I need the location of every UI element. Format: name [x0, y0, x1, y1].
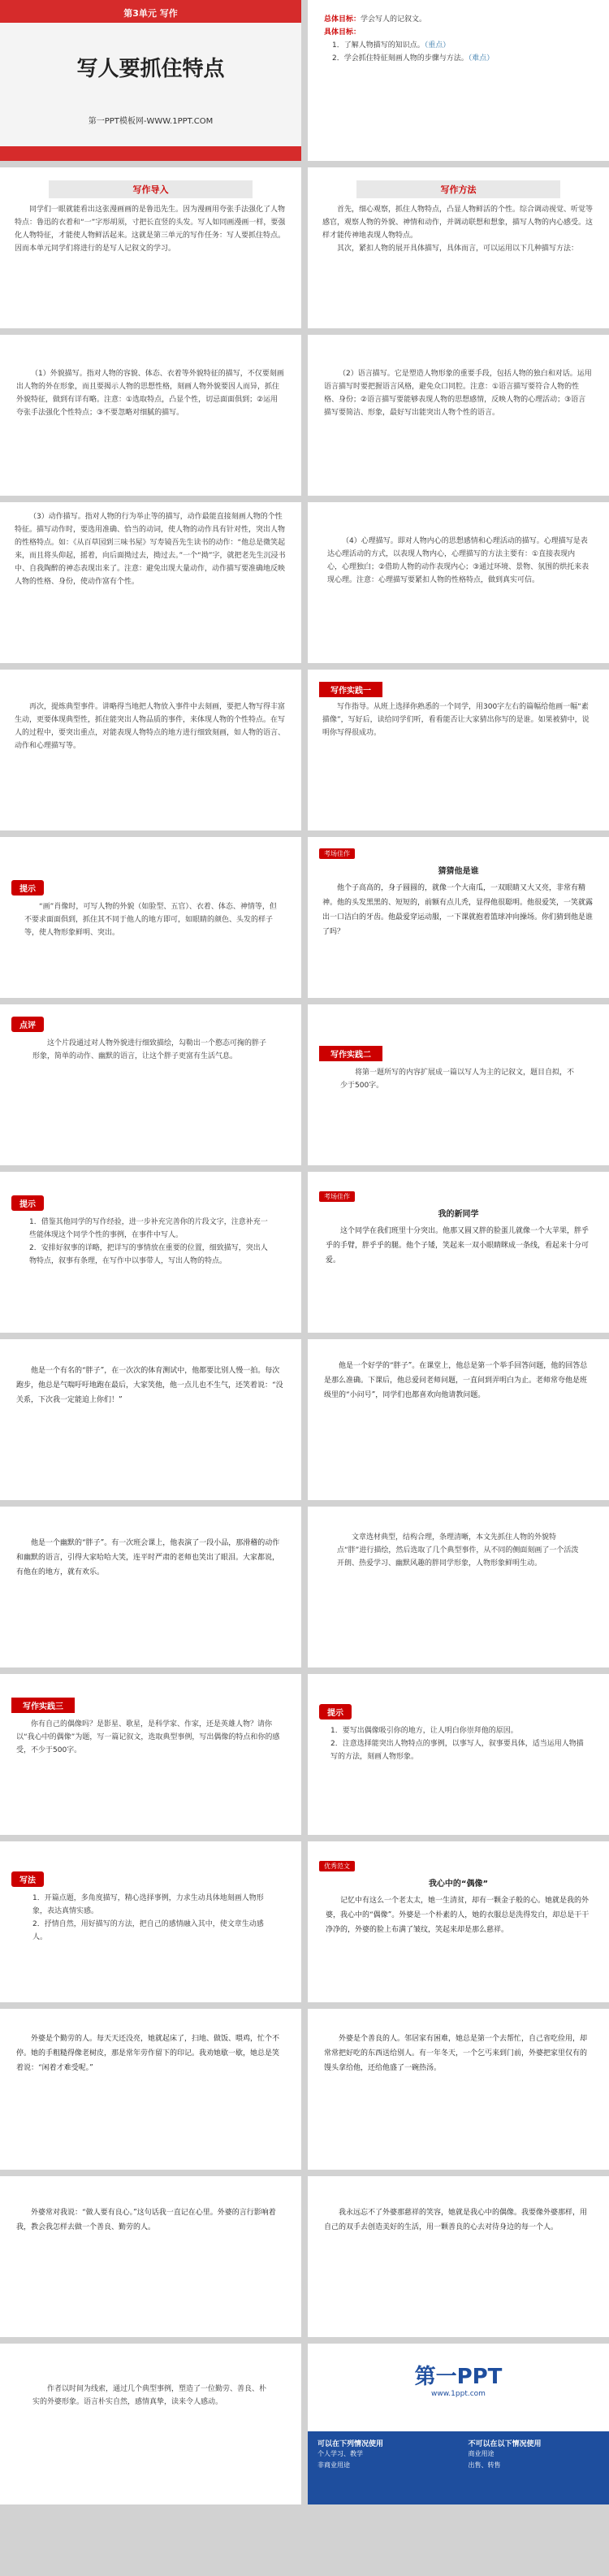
slide-example-1: 考场佳作 猜猜他是谁 他个子高高的，身子圆圆的，就像一个大南瓜，一双眼睛又大又亮，非常有精神。他的头发黑黑的、短短的，前额有点儿秃，显得他很聪明。他很爱笑，一笑就露出一口洁白的牙齿。他最爱穿运动服，一下课就抱着篮球冲向操场。你们猜到他是谁了吗？	[308, 837, 609, 998]
tip-tag: 提示	[319, 1704, 352, 1720]
essay-title: 我的新同学	[438, 1210, 479, 1219]
slide-essay-1: 他是一个有名的“胖子”，在一次次的体育测试中，他都要比别人慢一拍。每次跑步，他总是气喘吁吁地跑在最后，大家笑他，他一点儿也不生气，还笑着说：“没关系，下次我一定能追上你们！”	[0, 1339, 301, 1500]
slide-essay-4: 外婆是个勤劳的人。每天天还没亮，她就起床了，扫地、做饭、喂鸡，忙个不停。她的手粗糙得像老树皮，那是常年劳作留下的印记。我劝她歇一歇，她总是笑着说：“闲着才难受呢。”	[0, 2009, 301, 2170]
badge: 考场佳作	[319, 848, 355, 859]
slide-essay-7: 我永远忘不了外婆那慈祥的笑容，她就是我心中的偶像。我要像外婆那样，用自己的双手去创造美好的生活，用一颗善良的心去对待身边的每一个人。	[308, 2176, 609, 2337]
page-title: 写人要抓住特点	[76, 57, 225, 81]
logo: 第一PPT	[414, 2365, 503, 2389]
slide-action: （3）动作描写。指对人物的行为举止等的描写，动作最能直接刻画人物的个性特征。描写动作时，要选用准确、恰当的动词，使人物的动作具有针对性，突出人物的性格特点。如：《从百草园到三味书屋》写寿镜吾先生读书的动作：“他总是微笑起来，而且将头仰起，摇着，向后面拗过去，拗过去。”一个“拗”字，就把老先生沉浸书中、自我陶醉的神态表现出来了。注意：避免出现大量动作，动作描写要准确地反映人物的性格、身份，使动作富有个性。	[0, 502, 301, 663]
slide-comment-1: 点评 这个片段通过对人物外貌进行细致描绘，勾勒出一个憨态可掬的胖子形象，简单的动作、幽默的语言，让这个胖子更富有生活气息。	[0, 1004, 301, 1165]
tip-tag: 提示	[11, 1195, 44, 1211]
slide-writing-method: 写法 1．开篇点题，多角度描写，精心选择事例，力求生动具体地刻画人物形象，表达真情实感。 2．抒情自然，用好描写的方法，把自己的感情融入其中，使文章生动感人。	[0, 1841, 301, 2002]
slide-essay-2: 他是一个好学的“胖子”。在课堂上，他总是第一个举手回答问题，他的回答总是那么准确。下课后，他总爱问老师问题，一直问到弄明白为止。老师常夸他是班级里的“小问号”，同学们也都喜欢向他请教问题。	[308, 1339, 609, 1500]
slide-practice-1: 写作实践一 写作指导。从班上选择你熟悉的一个同学，用300字左右的篇幅给他画一幅“素描像”，写好后，读给同学们听，看看能否让大家猜出你写的是谁。如果被猜中，说明你写得很成功。	[308, 670, 609, 830]
slide-example-2: 考场佳作 我的新同学 这个同学在我们班里十分突出。他那又圆又胖的脸蛋儿就像一个大苹果，胖乎乎的手臂，胖乎乎的腿。他个子矮，笑起来一双小眼睛眯成一条线，看起来十分可爱。	[308, 1172, 609, 1333]
section-header: 写作方法	[356, 180, 560, 198]
slide-essay-6: 外婆常对我说：“做人要有良心。”这句话我一直记在心里。外婆的言行影响着我，教会我怎样去做一个善良、勤劳的人。	[0, 2176, 301, 2337]
tip-tag: 提示	[11, 880, 44, 896]
essay-title: 猜猜他是谁	[438, 867, 479, 876]
badge: 考场佳作	[319, 1191, 355, 1202]
slide-method: 写作方法 首先，细心观察，抓住人物特点，凸显人物鲜活的个性。综合调动视觉、听觉等感官，观察人物的外貌、神情和动作，并调动联想和想象，描写人物的内心感受。这样才能传神地表现人物特点。 其次，紧扣人物的展开具体描写，具体而言，可以运用以下几种描写方法：	[308, 167, 609, 328]
license-panel: 可以在下列情况使用 个人学习、教学 非商业用途 不可以在以下情况使用 商业用途 出售、转售	[308, 2431, 609, 2504]
bottom-strip	[0, 146, 301, 161]
slide-events: 再次，提炼典型事件。讲略得当地把人物放入事件中去刻画，要把人物写得丰富生动，更要体现典型性，抓住能突出人物品质的事件，来体现人物的个性特点。在写人的过程中，要突出重点，对能表现人物特点的地方进行细致刻画，如人物的语言、动作和心理描写等。	[0, 670, 301, 830]
slide-psychology: （4）心理描写。即对人物内心的思想感情和心理活动的描写。心理描写是表达心理活动的方式，以表现人物内心，心理描写的方法主要有：①直接表现内心，心理独白；②借助人物的动作表现内心；③通过环境、景物、氛围的烘托来表现心理。注意：心理描写要紧扣人物的性格特点，做到真实可信。	[308, 502, 609, 663]
slide-tip-3: 提示 1．要写出偶像吸引你的地方，让人明白你崇拜他的原因。 2．注意选择能突出人物特点的事例，以事写人，叙事要具体，适当运用人物描写的方法，刻画人物形象。	[308, 1674, 609, 1835]
slide-tip-2: 提示 1．借鉴其他同学的写作经验，进一步补充完善你的片段文字，注意补充一些能体现这个同学个性的事例，在事件中写人。 2．安排好叙事的详略，把详写的事情放在重要的位置，细致描写，突出人物特点，叙事有条理，在写作中以事带人，写出人物的特点。	[0, 1172, 301, 1333]
slide-practice-3: 写作实践三 你有自己的偶像吗？是影星、歌星，是科学家、作家，还是英雄人物？请你以“我心中的偶像”为题，写一篇记叙文，选取典型事例，写出偶像的特点和你的感受，不少于500字。	[0, 1674, 301, 1835]
slide-comment-3: 作者以时间为线索，通过几个典型事例，塑造了一位勤劳、善良、朴实的外婆形象。语言朴实自然，感情真挚，读来令人感动。	[0, 2344, 301, 2504]
slide-essay-5: 外婆是个善良的人。邻居家有困难，她总是第一个去帮忙，自己省吃俭用，却常常把好吃的东西送给别人。有一年冬天，一个乞丐来到门前，外婆把家里仅有的馒头拿给他，还给他盛了一碗热汤。	[308, 2009, 609, 2170]
slide-example-3: 优秀范文 我心中的“偶像” 记忆中有这么一个老太太，她一生清贫，却有一颗金子般的心。她就是我的外婆，我心中的“偶像”。外婆是一个朴素的人，她的衣服总是洗得发白，却总是干干净净的，外婆的脸上布满了皱纹，笑起来却是那么慈祥。	[308, 1841, 609, 2002]
essay-title: 我心中的“偶像”	[428, 1880, 489, 1889]
method-tag: 写法	[11, 1871, 44, 1887]
slide-language: （2）语言描写。它是塑造人物形象的重要手段，包括人物的独白和对话。运用语言描写时要把握语言风格，避免众口同腔。注意：①语言描写要符合人物的性格、身份；②语言描写要能够表现人物的思想感情，反映人物的心理活动；③语言描写要简洁、形象，最好写出能突出人物个性的语言。	[308, 335, 609, 496]
practice-tag: 写作实践三	[11, 1698, 75, 1713]
slide-practice-2: 写作实践二 将第一题所写的内容扩展成一篇以写人为主的记叙文，题目自拟，不少于500字。	[308, 1004, 609, 1165]
practice-tag: 写作实践二	[319, 1046, 382, 1061]
slide-license	[308, 2344, 609, 2504]
logo-site: www.1ppt.com	[431, 2390, 486, 2398]
slide-comment-2: 文章选材典型，结构合理，条理清晰，本文先抓住人物的外貌特点“胖”进行描绘，然后选取了几个典型事件，从不同的侧面刻画了一个活泼开朗、热爱学习、幽默风趣的胖同学形象，人物形象鲜明生动。	[308, 1507, 609, 1667]
slide-title	[0, 0, 301, 161]
slide-appearance: （1）外貌描写。指对人物的容貌、体态、衣着等外貌特征的描写，不仅要刻画出人物的外在形象，而且要揭示人物的思想性格，刻画人物外貌要因人而异，抓住外貌特征，做到有详有略。注意：①选取特点，凸显个性，切忌面面俱到；②运用夸张手法强化个性特点；③不要忽略对细腻的描写。	[0, 335, 301, 496]
slide-intro: 写作导入 同学们一眼就能看出这张漫画画的是鲁迅先生。因为漫画用夸张手法强化了人物特点：鲁迅的衣着和“一”字形胡须，寸把长直竖的头发。写人如同画漫画一样，要强化人物特征，才能使人物鲜活起来。这就是第三单元的写作任务：写人要抓住特点。因而本单元同学们将进行的是写人记叙文的学习。	[0, 167, 301, 328]
practice-tag: 写作实践一	[319, 682, 382, 697]
site-label: 第一PPT模板网-WWW.1PPT.COM	[88, 117, 214, 126]
badge: 优秀范文	[319, 1861, 355, 1871]
slide-essay-3: 他是一个幽默的“胖子”。有一次班会课上，他表演了一段小品，那滑稽的动作和幽默的语言，引得大家哈哈大笑，连平时严肃的老师也笑出了眼泪。大家都说，有他在的地方，就有欢乐。	[0, 1507, 301, 1667]
section-header: 写作导入	[49, 180, 253, 198]
slide-tip-1: 提示 “画”肖像时，可写人物的外貌（如脸型、五官）、衣着、体态、神情等，但不要求面面俱到，抓住其不同于他人的地方即可，如眼睛的颜色、头发的样子等，使人物形象鲜明、突出。	[0, 837, 301, 998]
comment-tag: 点评	[11, 1017, 44, 1032]
slide-goals: 总体目标：学会写人的记叙文。 具体目标： 1．了解人物描写的知识点。（重点） 2．学会抓住特征刻画人物的步骤与方法。（难点）	[308, 0, 609, 161]
unit-label: 第3单元 写作	[123, 8, 178, 19]
